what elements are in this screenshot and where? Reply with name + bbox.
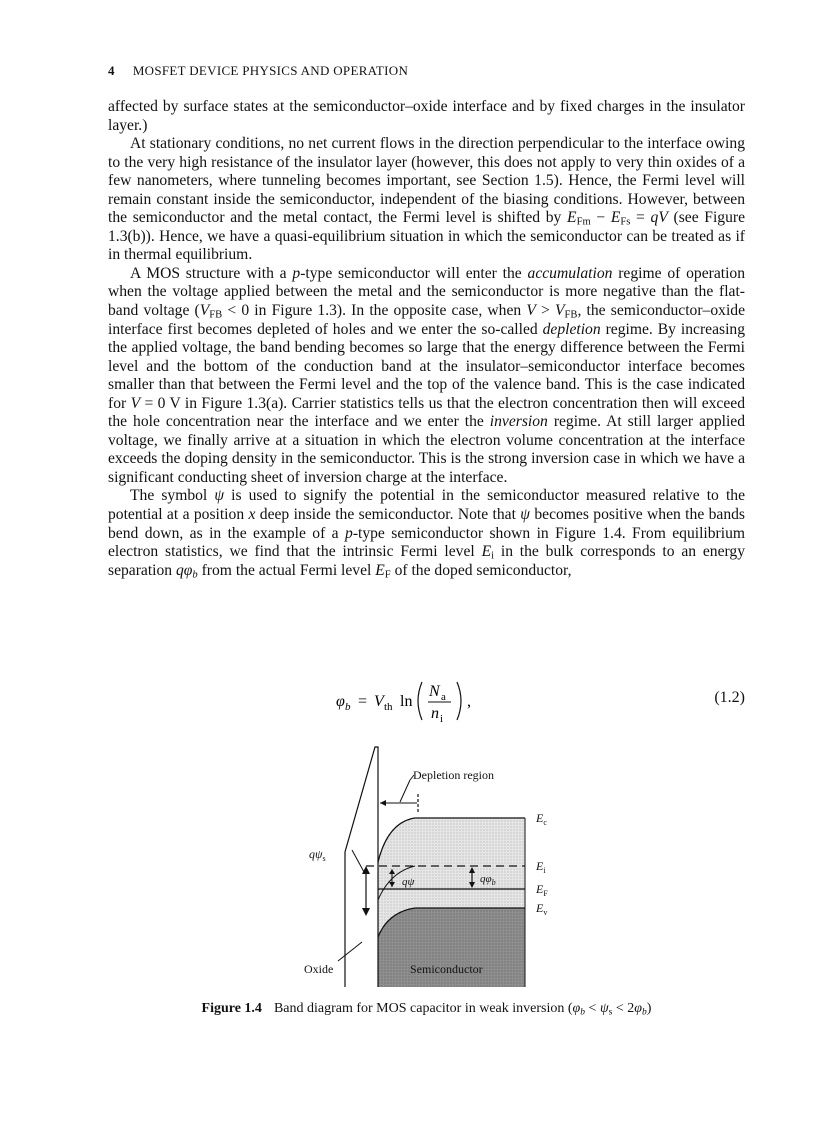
band-diagram-figure — [300, 742, 560, 992]
equation-formula — [336, 676, 536, 726]
page-number: 4 — [108, 63, 115, 78]
equation-1-2 — [108, 672, 745, 728]
qphib-label: $q\varphi_b$ — [480, 873, 496, 887]
svg-text:ln: ln — [400, 693, 413, 710]
svg-text:b: b — [345, 701, 351, 713]
svg-text:V: V — [374, 693, 384, 710]
svg-text:a: a — [441, 691, 446, 703]
svg-text:φ: φ — [336, 693, 345, 710]
svg-text:,: , — [467, 693, 471, 710]
svg-text:N: N — [429, 683, 440, 700]
paragraph-1: affected by surface states at the semiconductor–oxide interface and by fixed charges in the insulator layer.) — [108, 98, 745, 134]
svg-text:th: th — [384, 701, 393, 713]
svg-text:i: i — [440, 713, 444, 725]
body-text — [108, 98, 745, 580]
qpsi-label: qψ — [402, 876, 415, 888]
caption-label: Figure 1.4 — [201, 1001, 262, 1016]
svg-text:=: = — [358, 693, 368, 710]
figure-caption: Figure 1.4 Band diagram for MOS capacitor in weak inversion $(\varphi_b < \psi_s < 2\varphi_b)$ — [201, 1001, 652, 1018]
equation-number: (1.2) — [714, 689, 745, 706]
ei-label: $E_i$ — [536, 859, 546, 875]
depletion-arrowhead — [380, 800, 386, 806]
svg-text:n: n — [431, 705, 439, 722]
depletion-region-label: Depletion region — [413, 768, 494, 782]
paragraph-3: A MOS structure with a p-type semiconductor will enter the accumulation regime of operation when the voltage applied between the metal and the semiconductor is more negative than the flat-band voltage ($V_{FB} < 0$ in Figure 1.3). In the opposite case, when $V > V_{FB}$, the semiconductor–oxide interface first becomes depleted of holes and we enter the so-called depletion regime. By increasing the applied voltage, the band bending becomes so large that the energy difference between the Fermi level and the bottom of the conduction band at the insulator–semiconductor interface becomes smaller than that between the Fermi level and the top of the valence band. This is the case indicated for V = 0 V in Figure 1.3(a). Carrier statistics tells us that the electron concentration then will exceed the hole concentration near the interface and we enter the inversion regime. At still larger applied voltage, we finally arrive at a situation in which the electron volume concentration at the interface exceeds the doping density in the semiconductor. This is the strong inversion case in which we have a significant conducting sheet of inversion charge at the interface. — [108, 264, 745, 486]
paragraph-4: The symbol ψ is used to signify the potential in the semiconductor measured relative to the potential at a position x deep inside the semiconductor. Note that ψ becomes positive when the bands bend down, as in the example of a p-type semiconductor shown in Figure 1.4. From equilibrium electron statistics, we find that the intrinsic Fermi level $E_i$ in the bulk corresponds to an energy separation $q\varphi_b$ from the actual Fermi level $E_F$ of the doped semiconductor, — [108, 487, 746, 581]
oxide-label: Oxide — [304, 962, 334, 976]
depletion-leader — [400, 780, 410, 802]
caption-text: Band diagram for MOS capacitor in weak inversion ( — [273, 1001, 573, 1016]
qpsis-label: $q\psi_s$ — [309, 847, 326, 863]
ef-label: $E_F$ — [536, 882, 548, 898]
paragraph-2: At stationary conditions, no net current flows in the direction perpendicular to the interface owing to the very high resistance of the insulator layer (however, this does not apply to very thin oxides of a few nanometers, where tunneling becomes important, see Section 1.5). Hence, the Fermi level will remain constant inside the semiconductor, independent of the biasing conditions. However, between the semiconductor and the metal contact, the Fermi level is shifted by $E_{Fm} - E_{Fs}$ = qV (see Figure 1.3(b)). Hence, we have a quasi-equilibrium situation in which the semiconductor can be treated as if in thermal equilibrium. — [108, 135, 746, 264]
running-header — [108, 63, 408, 79]
ev-label: $E_v$ — [536, 901, 548, 917]
ec-label: $E_c$ — [536, 811, 547, 827]
running-title: MOSFET DEVICE PHYSICS AND OPERATION — [132, 63, 409, 78]
semiconductor-label: Semiconductor — [410, 962, 483, 976]
band-diagram — [300, 742, 560, 992]
